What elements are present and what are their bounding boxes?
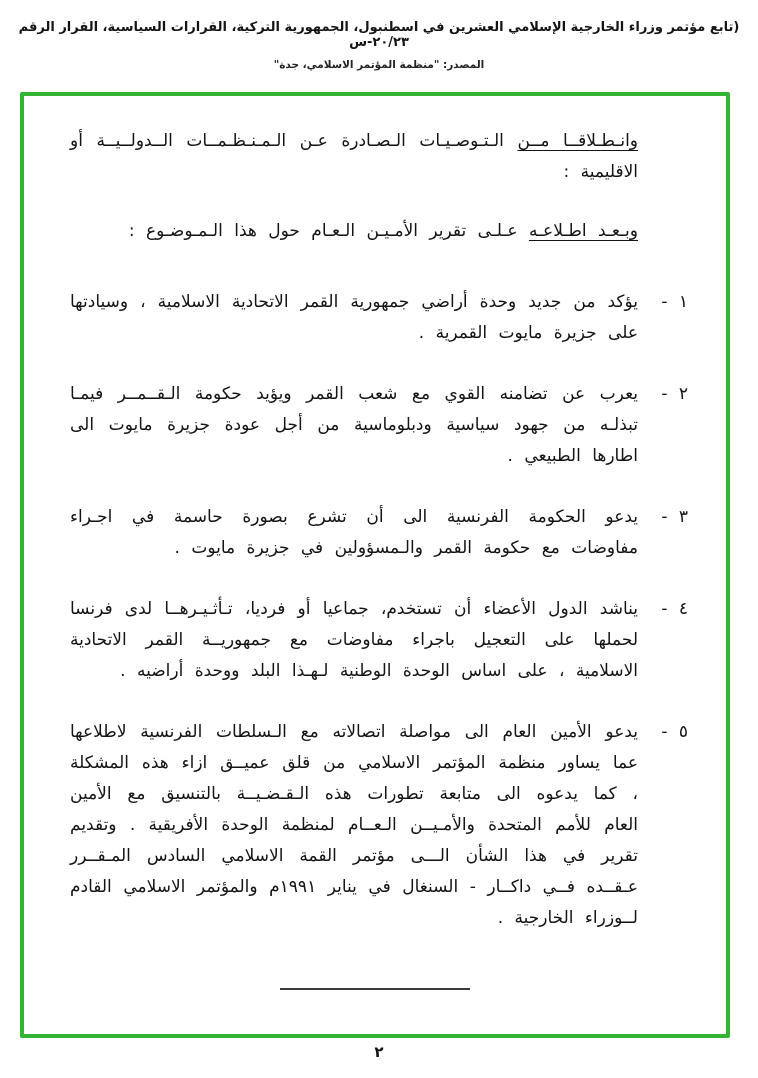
intro1-underlined-phrase: وانـطـلاقــا مــن <box>517 131 638 151</box>
intro-paragraph-2 <box>70 216 638 247</box>
item-1-text: يؤكد من جديد وحدة أراضي جمهورية القمر الاتحادية الاسلامية ، وسيادتها على جزيرة مايوت القمرية . <box>70 292 638 343</box>
item-gap <box>638 379 652 472</box>
item-2-number: ٢ - <box>661 384 688 404</box>
page-number: ٢ <box>374 1043 384 1061</box>
intro2-underlined-phrase: وبـعـد اطـلاعـه <box>528 221 638 241</box>
page-header <box>0 20 758 71</box>
intro-paragraph-1 <box>70 126 638 188</box>
footer-divider-line <box>280 988 470 990</box>
item-gap <box>638 287 652 349</box>
item-5-text: يدعو الأمين العام الى مواصلة اتصالاته مع الـسلطات الفرنسية لاطلاعها عما يساور منظمة المؤتمر الاسلامي من قلق عميــق ازاء هذه المشكلة ، كما يدعوه الى متابعة تطورات هذه الـقـضـيــة بالتنسيق مع الأمين العام للأمم المتحدة والأمـيــن الـعــام لمنظمة الوحدة الأفريقية . وتقديم تقرير في هذا الشأن الـــى مؤتمر القمة الاسلامي السادس المـقــرر عـقــده فــي داكــار - السنغال في يناير ١٩٩١م والمؤتمر الاسلامي القادم لــوزراء الخارجية . <box>70 722 638 928</box>
list-item-2 <box>70 379 688 472</box>
list-item-1 <box>70 287 688 349</box>
item-5-number: ٥ - <box>661 722 688 742</box>
item-2-text: يعرب عن تضامنه القوي مع شعب القمر ويؤيد حكومة الـقــمــر فيمـا تبذلـه من جهود سياسية ودبلوماسية من أجل عودة جزيرة مايوت الى اطارها الطبيعي . <box>70 384 638 466</box>
intro1-text: الـتـوصـيـات الـصـادرة عـن الـمـنـظـمــات الــدولــيــة أو الاقليمية : <box>70 131 638 182</box>
item-1-number: ١ - <box>661 292 688 312</box>
item-gap <box>638 502 652 564</box>
intro2-text: عـلـى تقرير الأمـيـن الـعـام حول هذا الـمـوضـوع : <box>128 221 529 241</box>
header-title: (تابع مؤتمر وزراء الخارجية الإسلامي العشرين في اسطنبول، الجمهورية التركية، القرارات السياسية، القرار الرقم ٢٠/٢٣-س <box>18 20 740 50</box>
item-gap <box>638 717 652 934</box>
item-4-number: ٤ - <box>661 599 688 619</box>
item-4-text: يناشد الدول الأعضاء أن تستخدم، جماعيا أو فرديا، تـأثـيـرهــا لدى فرنسا لحملها على التعجيل باجراء مفاوضات مع جمهوريــة القمر الاتحادية الاسلامية ، على اساس الوحدة الوطنية لـهـذا البلد ووحدة أراضيه . <box>70 599 638 681</box>
header-source: المصدر: "منظمة المؤتمر الاسلامي، جدة" <box>273 59 485 71</box>
list-item-3 <box>70 502 688 564</box>
item-3-number: ٣ - <box>661 507 688 527</box>
document-content <box>24 96 726 1034</box>
list-item-4 <box>70 594 688 687</box>
item-3-text: يدعو الحكومة الفرنسية الى أن تشرع بصورة حاسمة في اجـراء مفاوضات مع حكومة القمر والـمسؤولين في جزيرة مايوت . <box>70 507 638 558</box>
document-frame <box>20 92 730 1038</box>
item-gap <box>638 594 652 687</box>
list-item-5 <box>70 717 688 934</box>
